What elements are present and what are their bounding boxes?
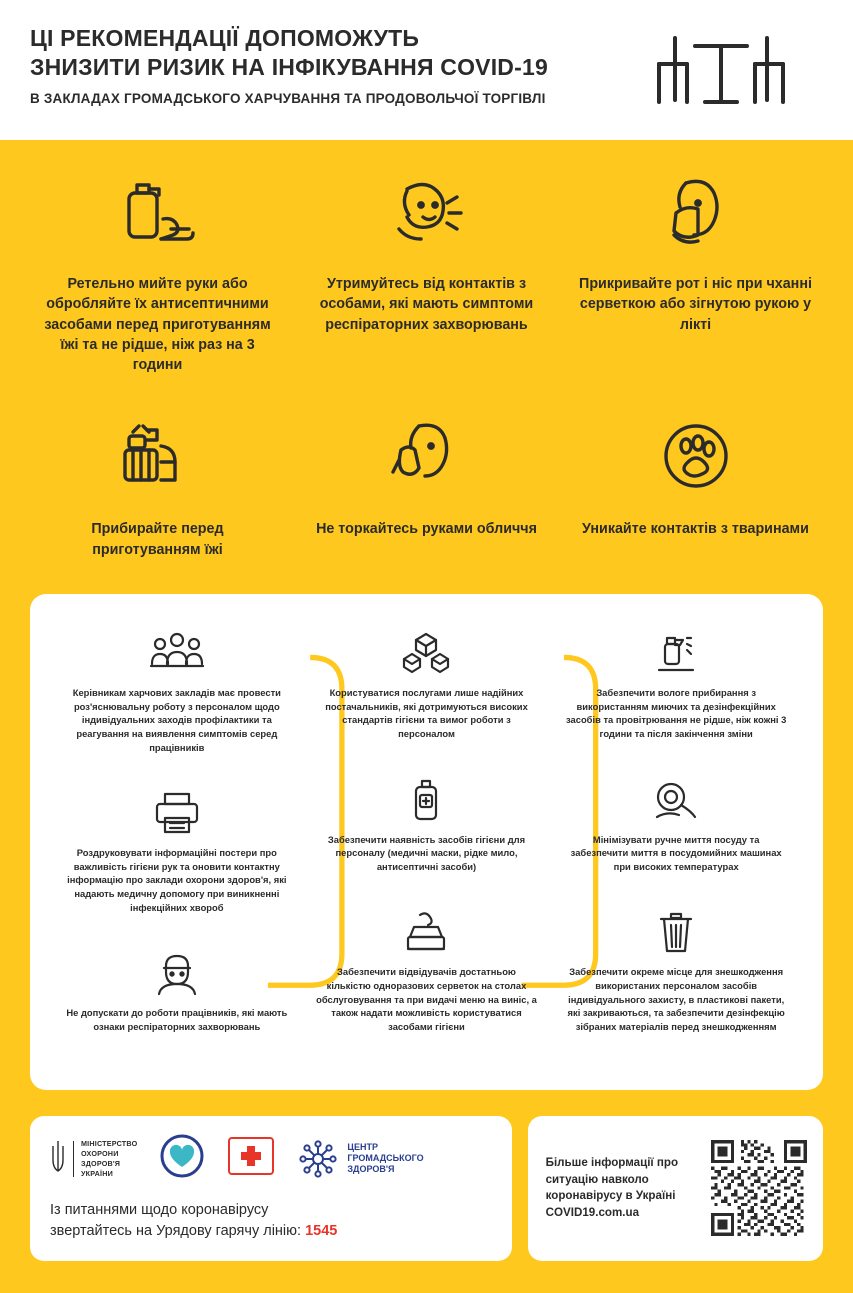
card-cell-text: Не допускати до роботи працівників, які мають ознаки респіраторних захворювань: [66, 1007, 288, 1032]
footer-hotline-block: [30, 1116, 512, 1262]
qr-code[interactable]: [711, 1140, 807, 1236]
card-cell-text: Користуватися послугами лише надійних постачальників, які дотримуються високих стандартів гігієни та вимог роботи з персоналом: [325, 687, 528, 739]
tips-row-1: [30, 162, 823, 375]
tip-item: [568, 405, 823, 560]
tip-item: [299, 405, 554, 560]
card-cell: [52, 780, 302, 914]
card-cell: [551, 767, 801, 874]
qr-description: Більше інформації про ситуацію навколо коронавірусу в Україні COVID19.com.ua: [545, 1155, 679, 1220]
moz-logo-text: [81, 1139, 137, 1179]
tip-text: Утримуйтесь від контактів з особами, які мають симптоми респіраторних захворювань: [319, 276, 534, 333]
moz-line-2: ОХОРОНИ: [81, 1148, 119, 1158]
cgz-line-1: ЦЕНТР: [347, 1141, 378, 1152]
logo-row: [50, 1132, 492, 1186]
footer-qr-block: [528, 1116, 823, 1262]
card-cell: [302, 620, 552, 741]
cgz-line-3: ЗДОРОВ'Я: [347, 1164, 395, 1175]
spray-cleaning-icon: [653, 620, 699, 676]
tip-item: [30, 162, 285, 375]
hotline-text: [50, 1200, 492, 1244]
recommendations-card: [30, 594, 823, 1090]
printer-icon: [151, 780, 203, 836]
card-cell-text: Забезпечити окреме місце для знешкодження використаних персоналом засобів індивідуального захисту, в пластикові пакети, які закриваються, та забезпечити дезінфекцію зібраних матеріалів перед знешкодженням: [567, 966, 785, 1032]
moz-line-1: МІНІСТЕРСТВО: [81, 1138, 138, 1148]
soap-dispenser-hands-icon: [103, 168, 213, 260]
bottom-bar: [0, 1287, 853, 1293]
tip-text: Не торкайтесь руками обличчя: [316, 521, 537, 538]
tip-item: [299, 162, 554, 375]
card-grid: [52, 620, 801, 1060]
tip-text: Прибирайте перед приготуванням їжі: [91, 521, 224, 558]
tip-text: Ретельно мийте руки або обробляйте їх антисептичними засобами перед приготуванням їжі та не рідше, ніж раз на 3 години: [44, 276, 271, 374]
hotline-line-1: Із питаннями щодо коронавірусу: [50, 1201, 269, 1218]
moz-logo: [50, 1138, 137, 1180]
hotline-number: 1545: [305, 1223, 338, 1240]
tip-item: [30, 405, 285, 560]
card-cell-text: Мінімізувати ручне миття посуду та забезпечити миття в посудомийних машинах при високих температурах: [570, 833, 782, 872]
health-heart-logo: [159, 1134, 205, 1183]
card-column: [52, 620, 302, 1060]
staff-group-icon: [148, 620, 206, 676]
tip-text: Уникайте контактів з тваринами: [582, 521, 809, 538]
card-cell-text: Керівникам харчових закладів має провести роз'яснювальну роботу з персоналом щодо індивідуальних заходів профілактики та реагування на виявлення симптомів серед працівників: [72, 687, 281, 753]
cleaning-supplies-icon: [103, 411, 213, 503]
main-content: [0, 140, 853, 1116]
hotline-line-2: звертайтесь на Урядову гарячу лінію:: [50, 1223, 302, 1240]
card-cell: [52, 620, 302, 754]
animal-paw-icon: [646, 411, 746, 503]
card-cell: [302, 899, 552, 1033]
card-cell: [52, 940, 302, 1033]
header: [0, 0, 853, 140]
header-text-block: [30, 24, 548, 106]
card-cell: [302, 767, 552, 874]
sanitizer-bottle-icon: [406, 767, 446, 823]
card-column: [302, 620, 552, 1060]
red-cross-logo: [227, 1134, 275, 1183]
table-chairs-icon: [641, 30, 801, 127]
card-cell-text: Забезпечити наявність засобів гігієни для персоналу (медичні маски, рідке мило, антисептичні засоби): [327, 833, 526, 872]
cover-mouth-tissue-icon: [646, 168, 746, 260]
tip-text: Прикривайте рот і ніс при чханні серветкою або зігнутою рукою у лікті: [579, 276, 812, 333]
moz-line-4: УКРАЇНИ: [81, 1168, 113, 1178]
dishes-washing-icon: [651, 767, 701, 823]
card-column: [551, 620, 801, 1060]
page-title-line1: ЦІ РЕКОМЕНДАЦІЇ ДОПОМОЖУТЬ: [30, 25, 420, 51]
card-cell-text: Роздруковувати інформаційні постери про важливість гігієни рук та оновити контактну інформацію про заклади охорони здоров'я, які надають медичну допомогу при виникненні інфекційних хвороб: [67, 847, 287, 913]
moz-line-3: ЗДОРОВ'Я: [81, 1158, 121, 1168]
page-title-line2: ЗНИЗИТИ РИЗИК НА ІНФІКУВАННЯ COVID-19: [30, 54, 548, 81]
page-subtitle: В ЗАКЛАДАХ ГРОМАДСЬКОГО ХАРЧУВАННЯ ТА ПРОДОВОЛЬЧОЇ ТОРГІВЛІ: [30, 90, 546, 106]
card-cell-text: Забезпечити відвідувачів достатньою кількістю одноразових серветок на столах обслуговування та при видачі меню на виніс, а також надати можливість користуватися засобами гігієни: [316, 966, 537, 1032]
card-cell: [551, 620, 801, 741]
sick-person-cough-icon: [377, 168, 477, 260]
tips-row-2: [30, 405, 823, 560]
footer: [0, 1116, 853, 1288]
napkin-dispenser-icon: [400, 899, 452, 955]
sick-worker-icon: [154, 940, 200, 996]
boxes-delivery-icon: [400, 620, 452, 676]
cgz-line-2: ГРОМАДСЬКОГО: [347, 1152, 424, 1163]
no-touch-face-icon: [377, 411, 477, 503]
card-cell: [551, 899, 801, 1033]
tip-item: [568, 162, 823, 375]
public-health-center-logo: [297, 1138, 423, 1180]
public-health-center-text: [347, 1142, 423, 1176]
card-cell-text: Забезпечити вологе прибирання з використанням миючих та дезінфекційних засобів та провітрювання не рідше, ніж кожні 3 години та після закінчення зміни: [565, 687, 787, 739]
tryzub-icon: [50, 1138, 66, 1180]
trash-bin-icon: [655, 899, 697, 955]
